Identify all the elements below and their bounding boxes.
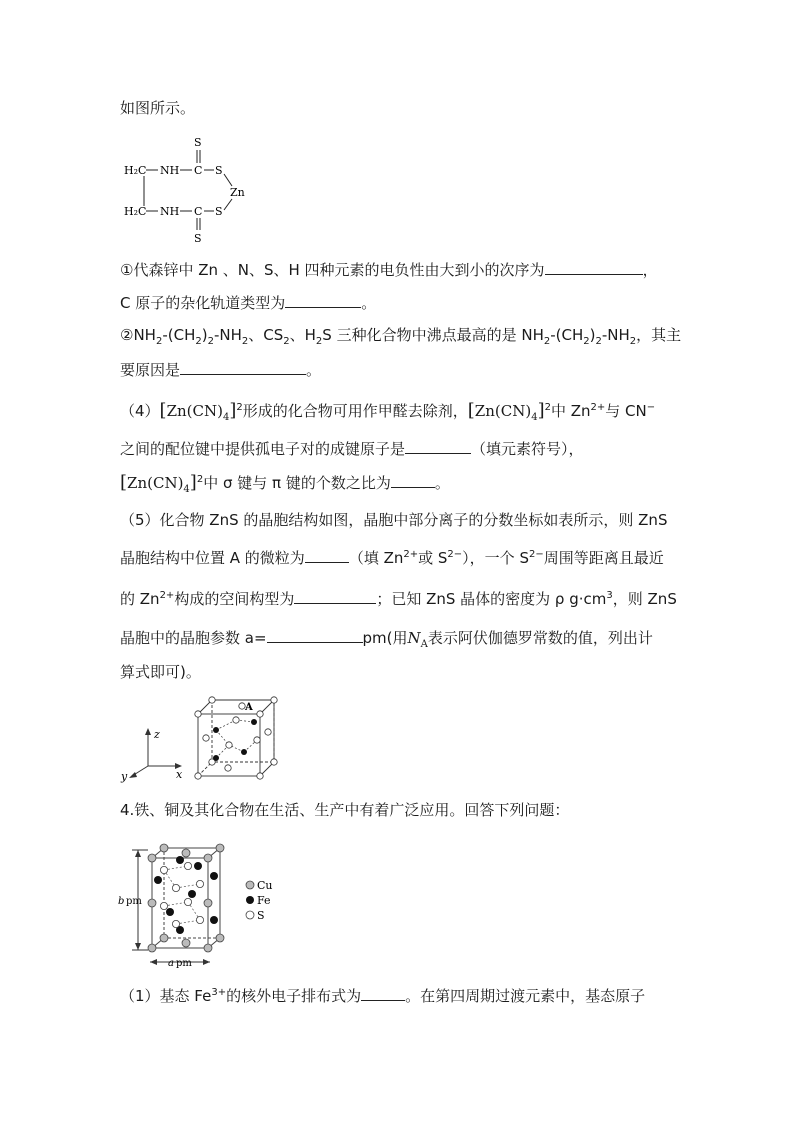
question-5-line5: 算式即可)。 (120, 663, 201, 681)
answer-blank[interactable] (180, 358, 306, 375)
z-arrow-icon (145, 728, 151, 735)
question-2-line2: 要原因是 。 (120, 358, 321, 380)
answer-blank[interactable] (405, 437, 471, 454)
legend-cu-icon (246, 881, 254, 889)
struct-h2c-bottom: H₂C (124, 205, 147, 218)
cufes2-unit-cell-figure (118, 838, 288, 970)
struct-s-right-bottom: S (215, 205, 223, 218)
b-label: b (118, 896, 125, 907)
y-label: y (121, 770, 128, 783)
question-4-line2: 之间的配位键中提供孤电子对的成键原子是 （填元素符号）， (120, 437, 584, 459)
struct-s-bottom: S (194, 232, 202, 245)
legend-fe: Fe (257, 894, 271, 907)
position-a-label: A (245, 702, 253, 713)
main-question-4-part1: （1）基态 $Fe^{3+}$的核外电子排布式为 。在第四周期过渡元素中，基态原子 (120, 983, 645, 1006)
question-5-line3: 的 $Zn^{2+}$构成的空间构型为 ；已知 ZnS 晶体的密度为 ρ $g\cdot cm^3$，则 ZnS (120, 586, 677, 609)
struct-c-bottom: C (194, 205, 203, 218)
question-1a: ①代森锌中 Zn 、N、S、H 四种元素的电负性由大到小的次序为 ， (120, 258, 658, 280)
question-5-line2: 晶胞结构中位置 A 的微粒为 （填 $Zn^{2+}$或 $S^{2-}$），一个 $S^{2-}$周围等距离且最近 (120, 545, 664, 568)
bond-s-zn-bottom (224, 199, 232, 210)
cu-atoms (148, 844, 224, 952)
z-label: z (154, 728, 160, 741)
struct-c-top: C (194, 164, 203, 177)
x-label: x (176, 768, 183, 781)
y-arrow-icon (129, 772, 137, 778)
bond-s-zn-top (224, 174, 232, 186)
question-5-line1: （5）化合物 ZnS 的晶胞结构如图，晶胞中部分离子的分数坐标如表所示，则 ZnS (120, 511, 668, 529)
struct-nh-top: NH (160, 164, 180, 177)
arrow-down-icon (135, 943, 141, 950)
question-2: $②NH_2-(CH_2)_2-NH_2$、$CS_2$、$H_2S$ 三种化合物中沸点最高的是 $NH_2-(CH_2)_2-NH_2$，其主 (120, 326, 682, 347)
struct-s-top: S (194, 136, 202, 149)
zineb-structure (118, 130, 258, 248)
answer-blank[interactable] (294, 587, 376, 604)
arrow-left-icon (150, 959, 157, 965)
main-question-4: 4.铁、铜及其化合物在生活、生产中有着广泛应用。回答下列问题： (120, 801, 570, 819)
legend-s-icon (246, 911, 254, 919)
answer-blank[interactable] (545, 258, 643, 275)
answer-blank[interactable] (361, 984, 405, 1001)
answer-blank[interactable] (305, 546, 349, 563)
tetrahedral-bonds (216, 720, 257, 758)
s-atoms (160, 862, 203, 927)
arrow-up-icon (135, 850, 141, 857)
question-5-line4: 晶胞中的晶胞参数 a= pm(用$N_A$表示阿伏伽德罗常数的值，列出计 (120, 626, 653, 655)
legend-s: S (257, 909, 265, 922)
arrow-right-icon (203, 959, 210, 965)
b-unit: pm (126, 896, 142, 907)
struct-h2c-top: H₂C (124, 164, 147, 177)
zns-unit-cell-figure (118, 692, 298, 788)
question-1b: C 原子的杂化轨道类型为 。 (120, 291, 376, 313)
a-unit: pm (176, 958, 192, 969)
legend-fe-icon (246, 896, 254, 904)
struct-zn: Zn (230, 186, 245, 199)
struct-nh-bottom: NH (160, 205, 180, 218)
question-4-line3: $[Zn(CN)_4]^2$中 σ 键与 π 键的个数之比为 。 (120, 472, 450, 495)
answer-blank[interactable] (285, 291, 361, 308)
struct-s-right-top: S (215, 164, 223, 177)
answer-blank[interactable] (267, 626, 363, 643)
intro-text: 如图所示。 (120, 99, 196, 117)
a-label: a (168, 958, 174, 969)
legend-cu: Cu (257, 879, 273, 892)
question-4: $(4)[Zn(CN)_4]^2$形成的化合物可用作甲醛去除剂，$[Zn(CN)_4]^2$中 $Zn^{2+}$与 CN− (120, 400, 656, 423)
answer-blank[interactable] (391, 471, 435, 488)
